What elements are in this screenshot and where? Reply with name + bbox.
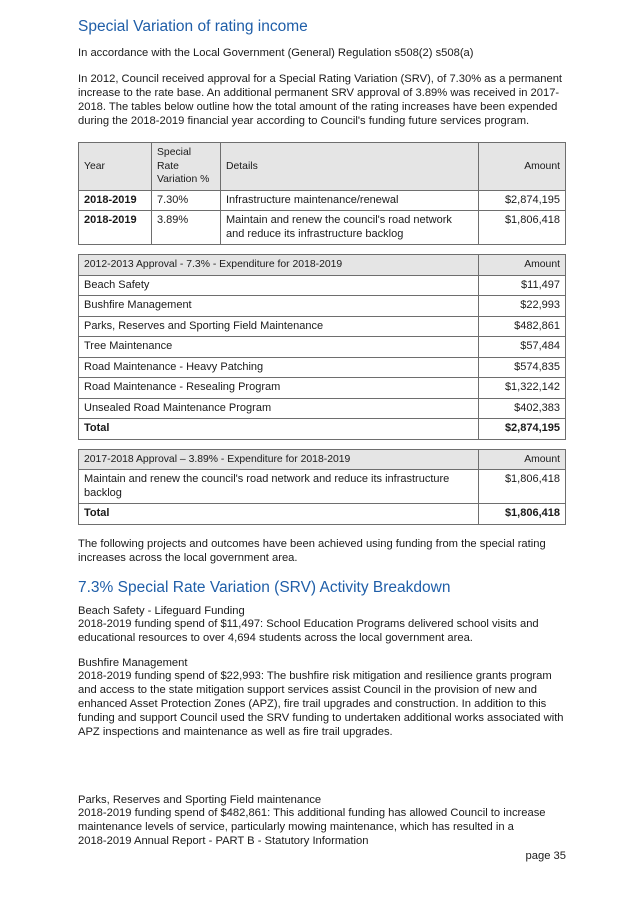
row-item: Parks, Reserves and Sporting Field Maintenance [79,316,479,337]
table-header-row [79,449,566,470]
col-amount: Amount [479,449,566,470]
page-content [78,18,566,834]
row-item: Maintain and renew the council's road network and reduce its infrastructure backlog [79,470,479,504]
row-item: Beach Safety [79,275,479,296]
col-year: Year [79,143,152,191]
row-details: Maintain and renew the council's road network and reduce its infrastructure backlog [221,211,479,245]
total-label: Total [79,419,479,440]
outcomes-paragraph: The following projects and outcomes have been achieved using funding from the special rating increases across the local government area. [78,537,546,564]
row-amount: $574,835 [479,357,566,378]
row-amount: $482,861 [479,316,566,337]
row-amount: $57,484 [479,337,566,358]
row-amount: $22,993 [479,296,566,317]
table-header-row [79,143,566,191]
section-text: 2018-2019 funding spend of $482,861: This additional funding has allowed Council to increase maintenance levels of service, particularly mowing maintenance, which has resulted in a [78,806,546,833]
table-row [79,190,566,211]
table-row [79,275,566,296]
total-amount: $1,806,418 [479,504,566,525]
section-text: 2018-2019 funding spend of $22,993: The bushfire risk mitigation and resilience grants program and access to the state mitigation support services assist Council in the provision of new and enhanced Asset Protection Zones (APZ), fire trail upgrades and construction. In addition to this funding and support Council used the SRV funding to undertaken additional works associated with APZ inspections and maintenance as well as fire trail upgrades. [78,669,564,738]
spacer [78,739,566,794]
intro-paragraph: In 2012, Council received approval for a Special Rating Variation (SRV), of 7.30% as a permanent increase to the rate base. An additional permanent SRV approval of 3.89% was received in 2017-2018. The tables below outline how the total amount of the rating increases have been expended during the 2018-2019 financial year according to Council's funding future services program. [78,73,563,127]
row-amount: $2,874,195 [479,190,566,211]
page-footer: 2018-2019 Annual Report - PART B - Statutory Information [78,835,369,847]
col-amount: Amount [479,143,566,191]
expenditure-table-2017 [78,449,566,525]
total-label: Total [79,504,479,525]
table-row [79,470,566,504]
intro-regulation: In accordance with the Local Government (General) Regulation s508(2) s508(a) [78,47,474,59]
row-year: 2018-2019 [79,211,152,245]
table-row [79,357,566,378]
row-amount: $1,322,142 [479,378,566,399]
row-item: Road Maintenance - Resealing Program [79,378,479,399]
breakdown-heading: 7.3% Special Rate Variation (SRV) Activity Breakdown [78,578,451,596]
table-title: 2012-2013 Approval - 7.3% - Expenditure for 2018-2019 [79,255,479,276]
table-row [79,316,566,337]
table-row [79,211,566,245]
row-amount: $1,806,418 [479,211,566,245]
row-year: 2018-2019 [79,190,152,211]
page-title: Special Variation of rating income [78,18,308,35]
table-row [79,337,566,358]
section-text: 2018-2019 funding spend of $11,497: School Education Programs delivered school visits and educational resources to over 4,694 students across the local government area. [78,617,539,644]
row-pct: 3.89% [152,211,221,245]
srv-summary-table [78,142,566,245]
total-row [79,504,566,525]
row-item: Road Maintenance - Heavy Patching [79,357,479,378]
row-amount: $1,806,418 [479,470,566,504]
table-row [79,398,566,419]
row-item: Unsealed Road Maintenance Program [79,398,479,419]
table-header-row [79,255,566,276]
table-row [79,296,566,317]
page-number: page 35 [525,850,566,862]
row-item: Bushfire Management [79,296,479,317]
table-title: 2017-2018 Approval – 3.89% - Expenditure for 2018-2019 [79,449,479,470]
section-title: Beach Safety - Lifeguard Funding [78,604,245,617]
section-title: Bushfire Management [78,656,188,669]
expenditure-table-2012 [78,254,566,440]
row-amount: $402,383 [479,398,566,419]
section-title: Parks, Reserves and Sporting Field maintenance [78,793,322,806]
table-row [79,378,566,399]
col-variation: Special Rate Variation % [152,143,221,191]
col-details: Details [221,143,479,191]
row-item: Tree Maintenance [79,337,479,358]
col-amount: Amount [479,255,566,276]
row-pct: 7.30% [152,190,221,211]
total-row [79,419,566,440]
row-amount: $11,497 [479,275,566,296]
total-amount: $2,874,195 [479,419,566,440]
row-details: Infrastructure maintenance/renewal [221,190,479,211]
